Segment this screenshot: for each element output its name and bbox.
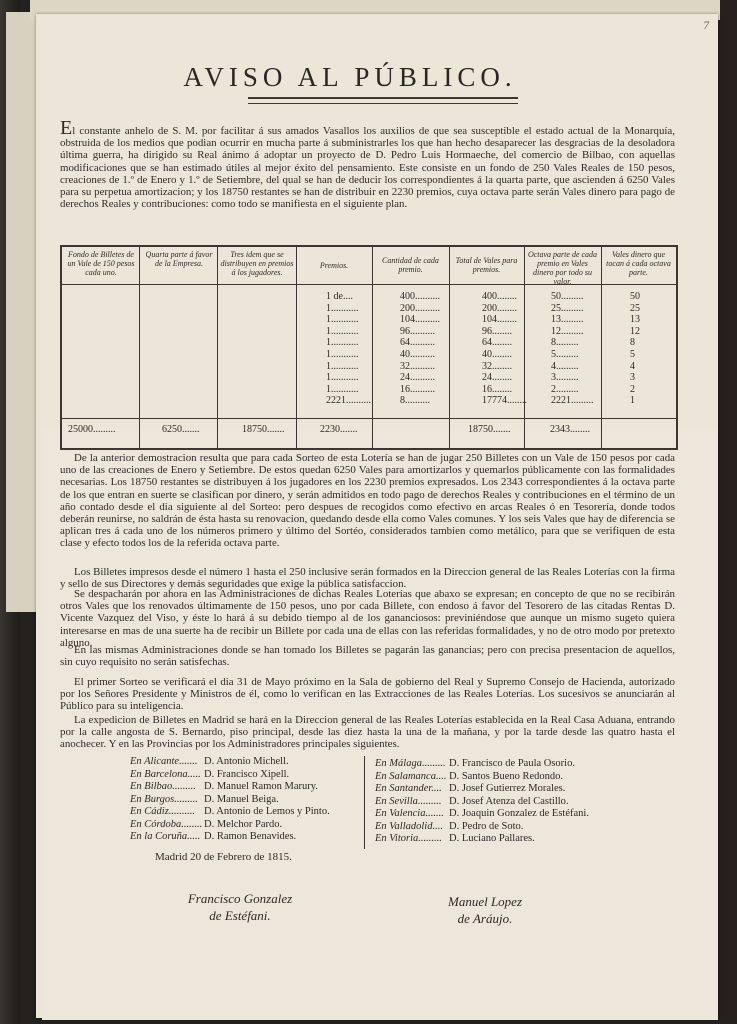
footer-tres: 18750....... bbox=[242, 424, 285, 435]
paragraph-demostracion: De la anterior demostracion resulta que para cada Sorteo de esta Lotería se han de jugar 250 Billetes con un Vale de 150 pesos por cada uno de las creaciones de Enero y Setiembre. De estos quedan 6250 Vales para amortizarlos y quemarlos públicamente con las formalidades necesarias. Los 18750 restantes se distribuyen á los jugadores en los 2230 premios expresados. Los 2343 correspondientes á la octava parte de los que entran en suerte se clasifican por dinero, y serán admitidos en todo pago de derechos Reales y contribuciones en el término de un año contado desde el dia siguiente al del Sorteo: pero despues de recogidos como efectivo en arcas Reales ó en Tesorería, donde todos deberán reunirse, no saldrán de ésta hasta su renovacion, quedando desde ella como Vales comunes. Y los seis Vales que hay de diferencia se aplican tres á cada uno de los números primero y último del Sortéo, considerados tambien como metálico, para que se verifiquen de esta clase y efecto todos los de la referida octava parte. bbox=[60, 452, 675, 550]
table-cell: 104.......... bbox=[400, 314, 440, 326]
table-cell: 2221......... bbox=[551, 395, 594, 407]
administrator: D. Luciano Pallares. bbox=[449, 833, 535, 844]
table-cell: 3 bbox=[630, 372, 635, 384]
signature-line: de Aráujo. bbox=[457, 911, 513, 926]
table-footer-rule bbox=[62, 418, 676, 419]
table-cell: 24........ bbox=[482, 372, 512, 384]
table-cell: 40.......... bbox=[400, 348, 435, 360]
header-octava: Octava parte de cada premio en Vales dinero por todo su valor. bbox=[527, 250, 598, 286]
administrator: D. Ramon Benavides. bbox=[204, 831, 297, 842]
list-item bbox=[375, 758, 589, 771]
table-cell: 24.......... bbox=[400, 372, 435, 384]
table-cell: 1........... bbox=[326, 314, 359, 326]
table-cell: 8 bbox=[630, 337, 635, 349]
table-cell: 32........ bbox=[482, 360, 512, 372]
city: En Córdoba........ bbox=[130, 818, 203, 830]
table-cell: 1........... bbox=[326, 360, 359, 372]
header-premios: Premios. bbox=[319, 261, 349, 270]
administrator: D. Antonio de Lemos y Pinto. bbox=[204, 806, 330, 817]
city: En Sevilla......... bbox=[375, 795, 442, 807]
paragraph-administraciones: Se despacharán por ahora en las Administraciones de dichas Reales Loterías que abaxo se expresan; en concepto de que no se recibirán otros Vales que los renovados últimamente de 150 pesos, uno por cada Billete, con endoso á favor del Tesorero de las citadas Rentas D. Vicente Vazquez del Viso, y éste lo hará á su debido tiempo al de los gananciosos: previniéndose que aunque un mismo sugeto quiera interesarse en mas de una suerte ha de recibir un Billete por cada una de ellas con las referidas formalidades, y no de otro modo por pretexto alguno. bbox=[60, 588, 675, 649]
table-cell: 12......... bbox=[551, 325, 584, 337]
table-cell: 4......... bbox=[551, 360, 579, 372]
header-cantidad: Cantidad de cada premio. bbox=[382, 256, 439, 274]
administrator: D. Francisco Xipell. bbox=[204, 768, 290, 780]
administrator: D. Josef Atenza del Castillo. bbox=[449, 795, 569, 807]
table-cell: 400.......... bbox=[400, 291, 440, 302]
table-cell: 3......... bbox=[551, 372, 579, 384]
table-cell: 5 bbox=[630, 348, 635, 360]
table-cell: 200.......... bbox=[400, 302, 440, 314]
table-cell: 2 bbox=[630, 383, 635, 395]
list-item bbox=[375, 821, 589, 834]
list-item bbox=[130, 769, 330, 782]
page-title: AVISO AL PÚBLICO. bbox=[183, 62, 517, 92]
city: En Valencia....... bbox=[375, 808, 444, 819]
list-item bbox=[130, 819, 330, 832]
administrator: D. Manuel Ramon Marury. bbox=[204, 781, 318, 792]
table-cell: 50......... bbox=[551, 291, 584, 302]
table-cell: 5......... bbox=[551, 348, 579, 360]
column-premios bbox=[326, 291, 371, 407]
header-total: Total de Vales para premios. bbox=[455, 256, 518, 274]
list-item bbox=[375, 796, 589, 809]
footer-fondo: 25000......... bbox=[68, 424, 116, 435]
signature-gonzalez bbox=[170, 890, 310, 924]
header-vales-dinero: Vales dinero que tocan á cada octava parte. bbox=[606, 250, 671, 277]
paragraph-expedicion: La expedicion de Billetes en Madrid se hará en la Direccion general de las Reales Loterías establecida en la Real Casa Aduana, entrando por la calle angosta de S. Bernardo, piso principal, desde las diez hasta la una de la mañana, y por la tarde desde las quatro hasta el anochecer. Y en las Provincias por los Administradores principales siguientes. bbox=[60, 714, 675, 751]
header-tres: Tres idem que se distribuyen en premios á los jugadores. bbox=[220, 250, 294, 277]
dropcap: E bbox=[60, 117, 73, 139]
table-cell: 4 bbox=[630, 360, 635, 372]
page-number: 7 bbox=[703, 21, 710, 32]
table-cell: 8......... bbox=[551, 337, 579, 349]
lottery-plan-table bbox=[60, 245, 678, 450]
header-quarta: Quarta parte á favor de la Empresa. bbox=[145, 250, 213, 268]
table-cell: 1........... bbox=[326, 348, 359, 360]
list-item bbox=[130, 756, 330, 769]
city: En la Coruña..... bbox=[130, 831, 201, 842]
list-item bbox=[375, 833, 589, 846]
list-item bbox=[130, 781, 330, 794]
signature-line: Manuel Lopez bbox=[447, 894, 523, 909]
table-cell: 1 de.... bbox=[326, 291, 353, 302]
administrator: D. Josef Gutierrez Morales. bbox=[449, 783, 566, 794]
city: En Cádiz.......... bbox=[130, 806, 196, 817]
footer-quarta: 6250....... bbox=[162, 424, 200, 435]
table-cell: 25 bbox=[630, 302, 640, 314]
column-cantidad bbox=[400, 291, 440, 407]
table-cell: 12 bbox=[630, 325, 640, 337]
list-item bbox=[375, 783, 589, 796]
intro-text: l constante anhelo de S. M. por facilitar á sus amados Vasallos los auxilios de que sea susceptible el estado actual de la Monarquía, obstruida de los medios que podian ocurrir en mucha parte á subministrarles los que han hecho desaparecer las desgracias de la desoladora última guerra, ha dirigido su Real ánimo á adoptar un proyecto de D. Pedro Luis Hormaeche, del comercio de Bilbao, con aquellas modificaciones que se han estimado útiles al mejor éxito del pensamiento. Este consiste en un fondo de 250 Vales Reales de 150 pesos, creaciones de 1.º de Enero y 1.º de Setiembre, del qual se han de deducir los correspondientes á la quarta parte, que ascienden á 6250 Vales para su perpetua amortizacion; y los 18750 restantes se han de distribuir en 2230 premios, cuya octava parte serán Vales dinero para pago de derechos Reales y contribuciones: como todo se manifiesta en el siguiente plan. bbox=[60, 125, 675, 211]
column-octava bbox=[551, 291, 594, 407]
footer-octava: 2343........ bbox=[550, 424, 590, 435]
table-cell: 200........ bbox=[482, 302, 517, 314]
city: En Salamanca.... bbox=[375, 770, 447, 782]
signature-line: Francisco Gonzalez bbox=[187, 891, 293, 906]
administrators-list-right bbox=[375, 758, 589, 846]
column-total bbox=[482, 291, 527, 407]
table-cell: 1........... bbox=[326, 302, 359, 314]
table-cell: 1 bbox=[630, 395, 635, 407]
city: En Bilbao......... bbox=[130, 781, 196, 792]
table-cell: 32.......... bbox=[400, 360, 435, 372]
table-cell: 104........ bbox=[482, 314, 517, 326]
list-item bbox=[130, 831, 330, 844]
administrators-list-left bbox=[130, 756, 330, 844]
table-cell: 1........... bbox=[326, 372, 359, 384]
list-item bbox=[130, 794, 330, 807]
table-cell: 50 bbox=[630, 291, 640, 302]
city: En Burgos......... bbox=[130, 793, 198, 805]
table-cell: 96.......... bbox=[400, 325, 435, 337]
table-cell: 1........... bbox=[326, 337, 359, 349]
intro-paragraph bbox=[60, 117, 675, 211]
list-item bbox=[375, 771, 589, 784]
administrator: D. Joaquin Gonzalez de Estéfani. bbox=[449, 808, 589, 819]
footer-total: 18750....... bbox=[468, 424, 511, 435]
footer-premios: 2230....... bbox=[320, 424, 358, 435]
list-divider bbox=[364, 756, 365, 849]
list-item bbox=[375, 808, 589, 821]
header-fondo: Fondo de Billetes de un Vale de 150 pesos cada uno. bbox=[67, 250, 135, 277]
paragraph-ganancias: En las mismas Administraciones donde se han tomado los Billetes se pagarán las ganancias; pero con precisa presentacion de aquellos, sin cuyo requisito no serán satisfechas. bbox=[60, 644, 675, 669]
table-cell: 16........ bbox=[482, 383, 512, 395]
city: En Vitoria......... bbox=[375, 833, 442, 844]
administrator: D. Pedro de Soto. bbox=[449, 820, 524, 832]
administrator: D. Santos Bueno Redondo. bbox=[449, 770, 564, 782]
city: En Barcelona..... bbox=[130, 768, 201, 780]
administrator: D. Manuel Beiga. bbox=[204, 793, 279, 805]
table-cell: 40........ bbox=[482, 348, 512, 360]
administrator: D. Antonio Michell. bbox=[204, 756, 289, 767]
table-cell: 13......... bbox=[551, 314, 584, 326]
city: En Málaga......... bbox=[375, 758, 446, 769]
table-cell: 16.......... bbox=[400, 383, 435, 395]
table-cell: 25......... bbox=[551, 302, 584, 314]
table-cell: 64.......... bbox=[400, 337, 435, 349]
signature-lopez bbox=[425, 893, 545, 927]
list-item bbox=[130, 806, 330, 819]
table-cell: 400........ bbox=[482, 291, 517, 302]
column-vales-dinero bbox=[630, 291, 640, 407]
administrator: D. Melchor Pardo. bbox=[204, 818, 283, 830]
table-cell: 17774........ bbox=[482, 395, 527, 407]
title-underline bbox=[248, 97, 518, 104]
administrator: D. Francisco de Paula Osorio. bbox=[449, 758, 575, 769]
table-cell: 13 bbox=[630, 314, 640, 326]
city: En Alicante....... bbox=[130, 756, 198, 767]
table-cell: 2......... bbox=[551, 383, 579, 395]
table-cell: 8.......... bbox=[400, 395, 430, 407]
table-cell: 1........... bbox=[326, 383, 359, 395]
paragraph-billetes: Los Billetes impresos desde el número 1 hasta el 250 inclusive serán formados en la Direccion general de las Reales Loterías con la firma y sello de sus Directores y demás seguridades que exige la pública satisfaccion. bbox=[60, 566, 675, 591]
table-cell: 64........ bbox=[482, 337, 512, 349]
document-date: Madrid 20 de Febrero de 1815. bbox=[155, 851, 292, 863]
table-cell: 1........... bbox=[326, 325, 359, 337]
table-cell: 96........ bbox=[482, 325, 512, 337]
table-cell: 2221.......... bbox=[326, 395, 371, 407]
city: En Valladolid.... bbox=[375, 820, 443, 832]
signature-line: de Estéfani. bbox=[209, 908, 271, 923]
city: En Santander.... bbox=[375, 783, 442, 794]
paragraph-sorteo: El primer Sorteo se verificará el dia 31 de Mayo próximo en la Sala de gobierno del Real y Supremo Consejo de Hacienda, autorizado por los Señores Presidente y Ministros de él, como lo verifican en las Extracciones de las Reales Loterías. Los sucesivos se anunciarán al Público para su inteligencia. bbox=[60, 676, 675, 713]
